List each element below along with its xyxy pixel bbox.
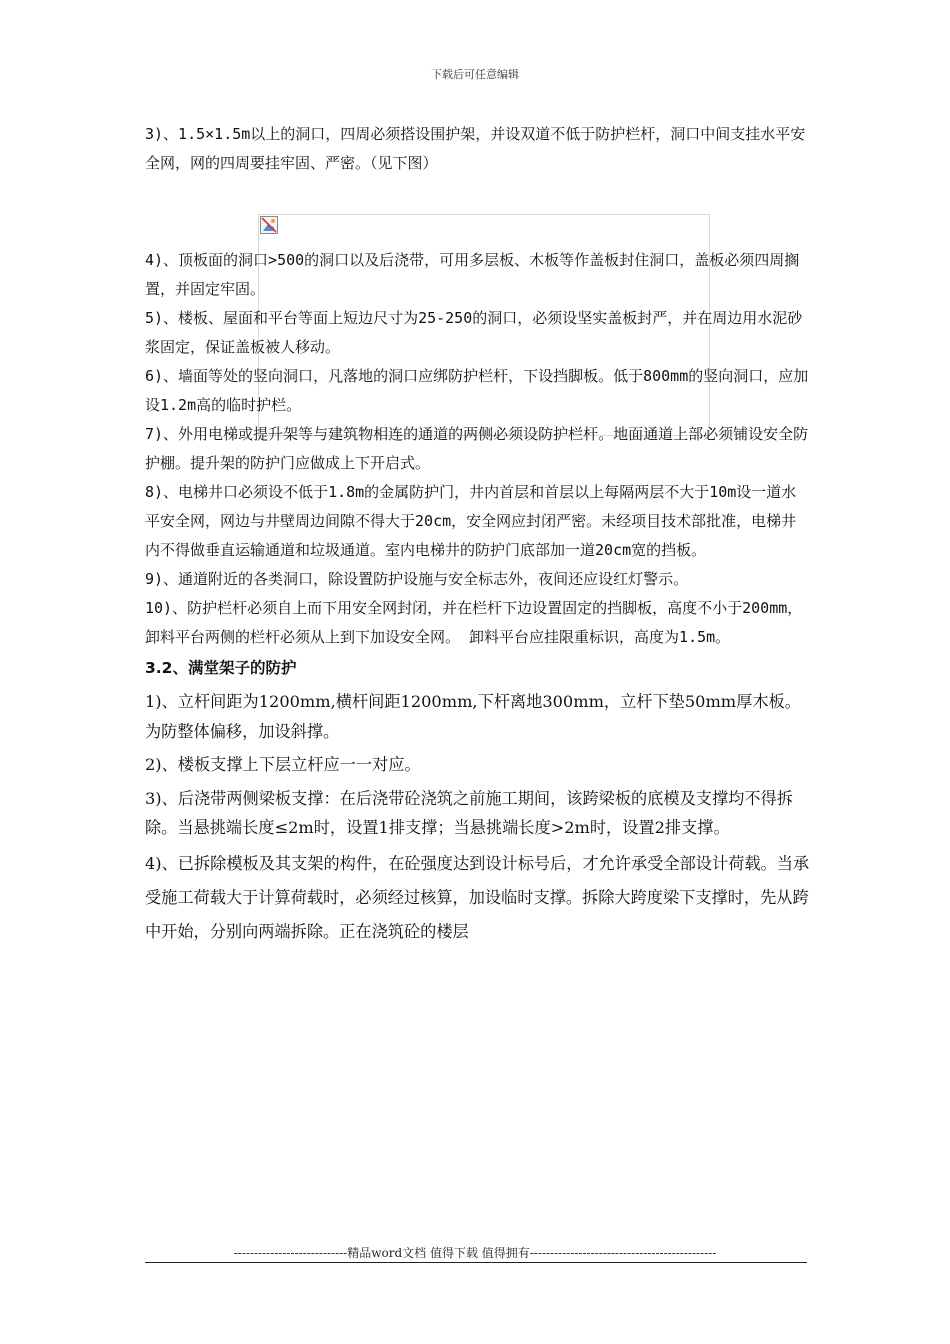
paragraph-item-6: 6)、墙面等处的竖向洞口，凡落地的洞口应绑防护栏杆，下设挡脚板。低于800mm的竖向洞口，应加设1.2m高的临时护栏。 xyxy=(145,367,809,414)
footer-note: ----------------------------精品word文档 值得下载 值得拥有---------------------------------------------- xyxy=(233,1246,717,1260)
section-paragraph-4: 4)、已拆除模板及其支架的构件，在砼强度达到设计标号后，才允许承受全部设计荷载。当承受施工荷载大于计算荷载时，必须经过核算，加设临时支撑。拆除大跨度梁下支撑时，先从跨中开始，分别向两端拆除。正在浇筑砼的楼层 xyxy=(145,853,810,941)
section-paragraph-2: 2)、楼板支撑上下层立杆应一一对应。 xyxy=(145,755,421,774)
paragraph-item-3: 3)、1.5×1.5m以上的洞口，四周必须搭设围护架，并设双道不低于防护栏杆，洞口中间支挂水平安全网，网的四周要挂牢固、严密。（见下图） xyxy=(145,125,806,172)
section-paragraph-1: 1)、立杆间距为1200mm,横杆间距1200mm,下杆离地300mm，立杆下垫50mm厚木板。为防整体偏移，加设斜撑。 xyxy=(145,692,801,741)
section-paragraph-3: 3)、后浇带两侧梁板支撑：在后浇带砼浇筑之前施工期间，该跨梁板的底模及支撑均不得拆除。当悬挑端长度≤2m时，设置1排支撑；当悬挑端长度>2m时，设置2排支撑。 xyxy=(145,788,793,837)
paragraph-item-7: 7)、外用电梯或提升架等与建筑物相连的通道的两侧必须设防护栏杆。地面通道上部必须铺设安全防护棚。提升架的防护门应做成上下开启式。 xyxy=(145,425,809,472)
paragraph-item-4: 4)、顶板面的洞口>500的洞口以及后浇带，可用多层板、木板等作盖板封住洞口，盖板必须四周搁置，并固定牢固。 xyxy=(145,251,800,298)
document-body xyxy=(145,120,811,949)
paragraph-item-9: 9)、通道附近的各类洞口，除设置防护设施与安全标志外，夜间还应设红灯警示。 xyxy=(145,570,689,588)
paragraph-item-8: 8)、电梯井口必须设不低于1.8m的金属防护门，井内首层和首层以上每隔两层不大于10m设一道水平安全网，网边与井壁周边间隙不得大于20cm，安全网应封闭严密。未经项目技术部批准，电梯井内不得做垂直运输通道和垃圾通道。室内电梯井的防护门底部加一道20cm宽的挡板。 xyxy=(145,483,797,559)
footer-divider xyxy=(145,1262,807,1263)
section-heading: 3.2、满堂架子的防护 xyxy=(145,659,297,677)
paragraph-item-5: 5)、楼板、屋面和平台等面上短边尺寸为25-250的洞口，必须设坚实盖板封严，并在周边用水泥砂浆固定，保证盖板被人移动。 xyxy=(145,309,803,356)
figure-spacer xyxy=(145,178,811,246)
paragraph-item-10: 10)、防护栏杆必须自上而下用安全网封闭，并在栏杆下边设置固定的挡脚板，高度不小于200mm，卸料平台两侧的栏杆必须从上到下加设安全网。 卸料平台应挂限重标识，高度为1.5m。 xyxy=(145,599,803,646)
header-note: 下载后可任意编辑 xyxy=(431,68,519,81)
